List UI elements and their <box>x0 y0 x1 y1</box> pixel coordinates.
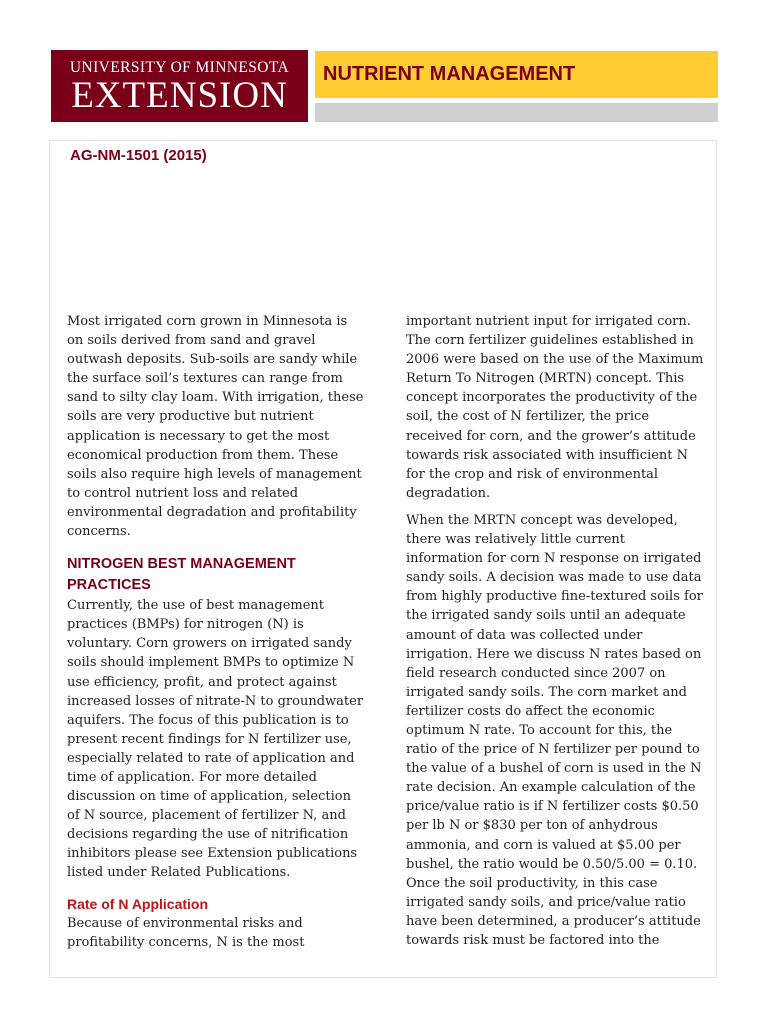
publication-code: AG-NM-1501 (2015) <box>70 147 207 164</box>
mrtn-development-paragraph: When the MRTN concept was developed, there was relatively little current information for corn N response on irrigated sandy soils. A decision was made to use data from highly productive fine-textured soils for the irrigated sandy soils until an adequate amount of data was collected under irrigation. Here we discuss N rates based on field research conducted since 2007 on irrigated sandy soils. The corn market and fertilizer costs do affect the economic optimum N rate. To account for this, the ratio of the price of N fertilizer per pound to the value of a bushel of corn is used in the N rate decision. An example calculation of the price/value ratio is if N fertilizer costs $0.50 per lb N or $830 per ton of anhydrous ammonia, and corn is valued at $5.00 per bushel, the ratio would be 0.50/5.00 = 0.10. Once the soil productivity, in this case irrigated sandy soils, and price/value ratio have been determined, a producer’s attitude towards risk must be factored into the <box>406 512 703 948</box>
logo-university-text: UNIVERSITY OF MINNESOTA <box>69 59 290 76</box>
mrtn-paragraph: important nutrient input for irrigated corn. The corn fertilizer guidelines established in 2006 were based on the use of the Maximum Return To Nitrogen (MRTN) concept. This concept incorporates the productivity of the soil, the cost of N fertilizer, the price received for corn, and the grower’s attitude towards risk associated with insufficient N for the crop and risk of environmental degradation. <box>406 314 704 501</box>
extension-logo <box>51 50 308 122</box>
header-divider <box>315 103 718 122</box>
logo-extension-text: EXTENSION <box>71 75 288 116</box>
subheading-rate: Rate of N Application <box>67 895 209 912</box>
section-heading-bmp: NITROGEN BEST MANAGEMENT PRACTICES <box>67 556 296 594</box>
page-title: NUTRIENT MANAGEMENT <box>323 63 576 85</box>
right-column <box>406 312 706 950</box>
rate-paragraph: Because of environmental risks and profitability concerns, N is the most <box>67 915 305 950</box>
left-column <box>67 312 367 952</box>
title-banner <box>315 51 718 98</box>
bmp-paragraph: Currently, the use of best management practices (BMPs) for nitrogen (N) is voluntary. Corn growers on irrigated sandy soils should implement BMPs to optimize N use efficiency, profit, and protect against increased losses of nitrate-N to groundwater aquifers. The focus of this publication is to present recent findings for N fertilizer use, especially related to rate of application and time of application. For more detailed discussion on time of application, selection of N source, placement of fertilizer N, and decisions regarding the use of nitrification inhibitors please see Extension publications listed under Related Publications. <box>67 598 364 881</box>
intro-paragraph: Most irrigated corn grown in Minnesota is on soils derived from sand and gravel outwash deposits. Sub-soils are sandy while the surface soil’s textures can range from sand to silty clay loam. With irrigation, these soils are very productive but nutrient application is necessary to get the most economical production from them. These soils also require high levels of management to control nutrient loss and related environmental degradation and profitability concerns. <box>67 314 364 540</box>
